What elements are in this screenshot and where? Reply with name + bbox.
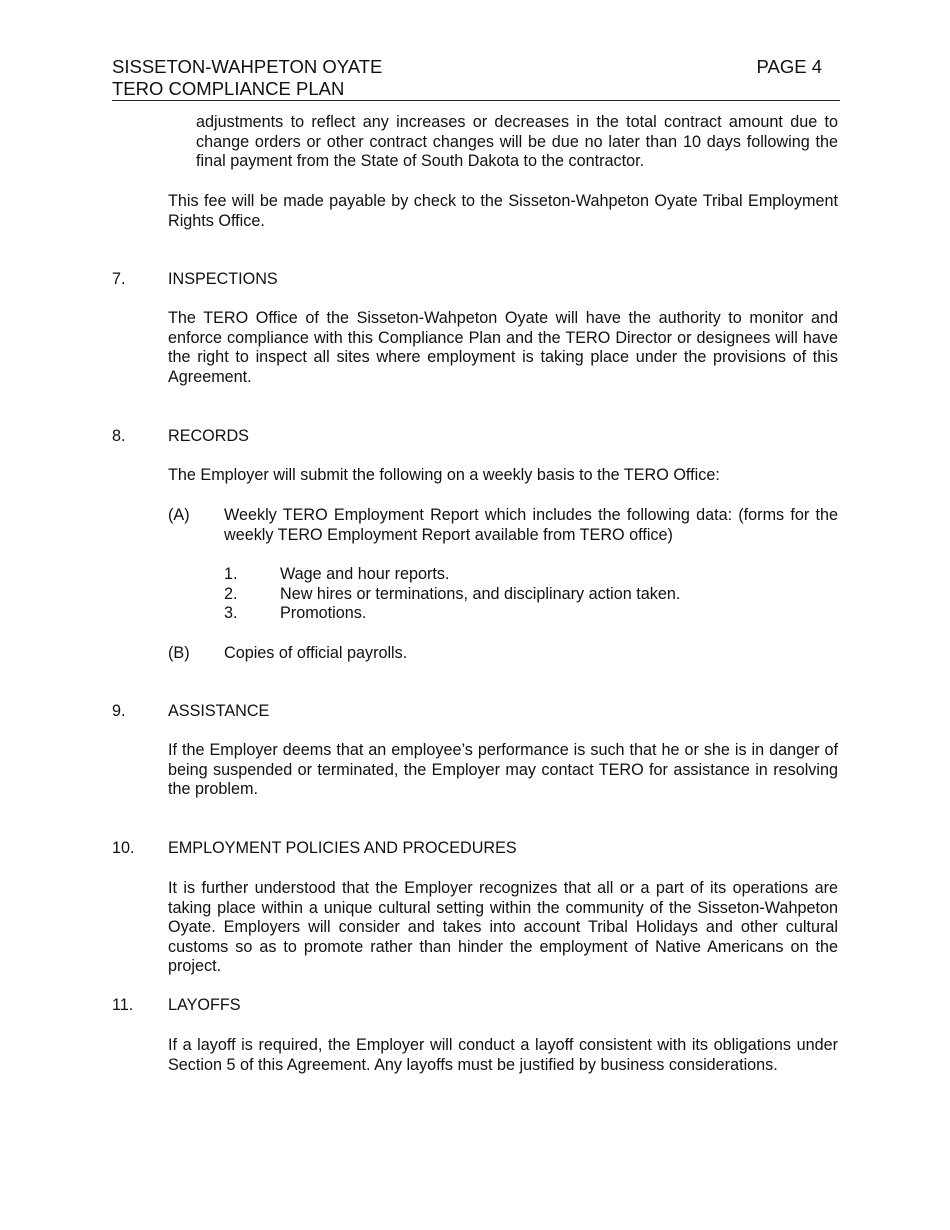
sublist-item: Promotions.: [280, 604, 367, 622]
section-number: 7.: [112, 270, 126, 288]
section-number: 8.: [112, 427, 126, 445]
section-heading: RECORDS: [168, 427, 249, 445]
section-heading: INSPECTIONS: [168, 270, 278, 288]
assistance-paragraph: If the Employer deems that an employee’s performance is such that he or she is in danger of being suspended or terminated, the Employer may contact TERO for assistance in resolving the problem.: [168, 741, 838, 799]
section-heading: LAYOFFS: [168, 996, 241, 1014]
sublist-item: Wage and hour reports.: [280, 565, 450, 583]
sublist-number: 2.: [224, 585, 238, 603]
section-number: 9.: [112, 702, 126, 720]
section-number: 11.: [112, 996, 134, 1014]
sublist-number: 1.: [224, 565, 238, 583]
section-number: 10.: [112, 839, 135, 857]
layoffs-paragraph: If a layoff is required, the Employer will conduct a layoff consistent with its obligations under Section 5 of this Agreement. Any layoffs must be justified by business considerations.: [168, 1036, 838, 1074]
sublist-item: New hires or terminations, and disciplinary action taken.: [280, 585, 681, 603]
inspections-paragraph: The TERO Office of the Sisseton-Wahpeton Oyate will have the authority to monitor and enforce compliance with this Compliance Plan and the TERO Director or designees will have the right to inspect all sites where employment is taking place under the provisions of this Agreement.: [168, 309, 838, 386]
list-label: (A): [168, 506, 190, 524]
section-heading: ASSISTANCE: [168, 702, 270, 720]
page-header: [112, 56, 840, 100]
header-title-block: [112, 56, 840, 100]
list-item: Copies of official payrolls.: [224, 644, 408, 662]
list-label: (B): [168, 644, 190, 662]
page-number: PAGE 4: [756, 56, 822, 77]
section-heading: EMPLOYMENT POLICIES AND PROCEDURES: [168, 839, 517, 857]
policies-paragraph: It is further understood that the Employer recognizes that all or a part of its operations are taking place within a unique cultural setting within the community of the Sisseton-Wahpeton Oyate. Employers will consider and takes into account Tribal Holidays and other cultural customs so as to promote rather than hinder the employment of Native Americans on the project.: [168, 879, 838, 976]
header-plan: TERO COMPLIANCE PLAN: [112, 78, 345, 99]
sublist-number: 3.: [224, 604, 238, 622]
list-item: Weekly TERO Employment Report which includes the following data: (forms for the weekly TERO Employment Report available from TERO office): [224, 506, 838, 544]
fee-paragraph: This fee will be made payable by check to the Sisseton-Wahpeton Oyate Tribal Employment Rights Office.: [168, 192, 838, 230]
records-intro: The Employer will submit the following on a weekly basis to the TERO Office:: [168, 466, 720, 484]
continuation-paragraph: adjustments to reflect any increases or decreases in the total contract amount due to change orders or other contract changes will be due no later than 10 days following the final payment from the State of South Dakota to the contractor.: [196, 113, 838, 171]
header-org: SISSETON-WAHPETON OYATE: [112, 56, 383, 77]
header-rule: [112, 100, 840, 101]
